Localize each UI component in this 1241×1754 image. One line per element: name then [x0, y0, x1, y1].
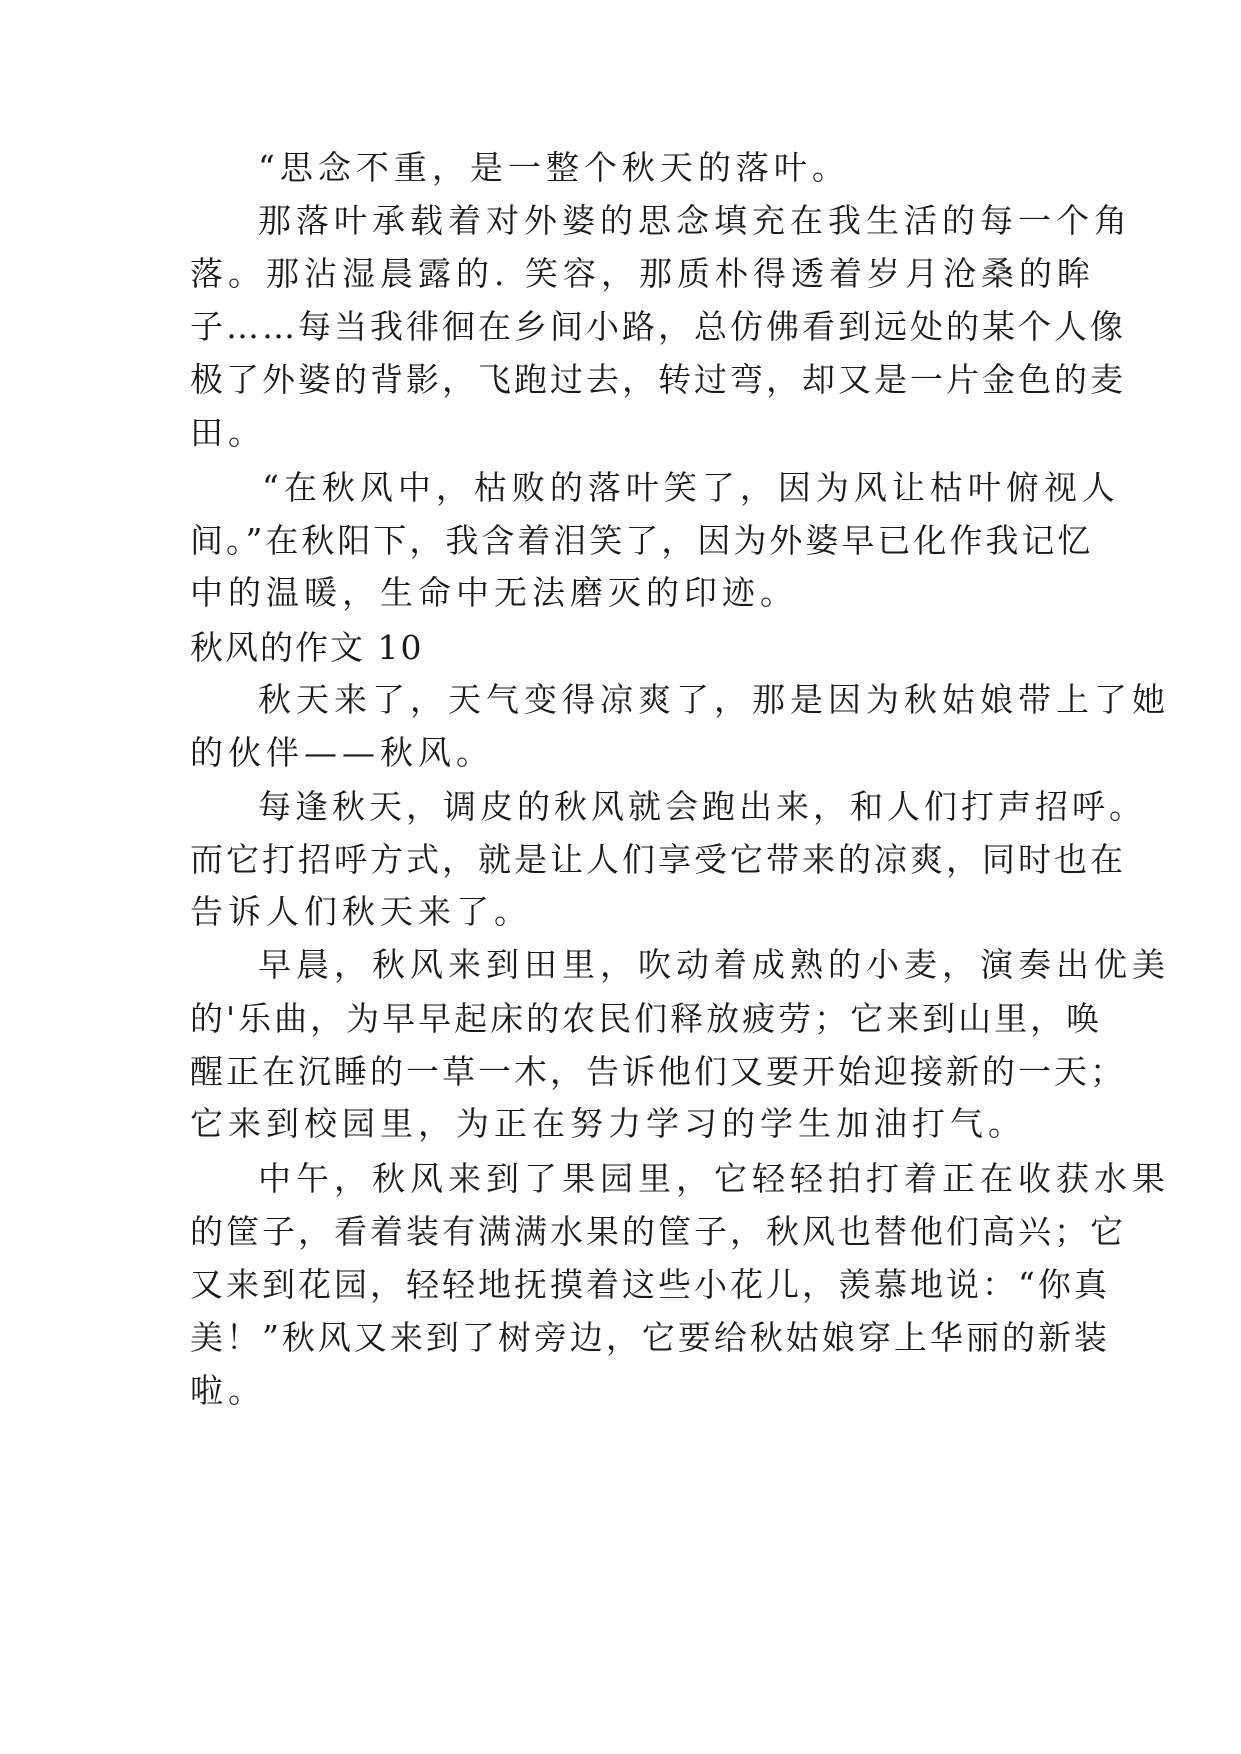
text-line: 极了外婆的背影，飞跑过去，转过弯，却又是一片金色的麦	[190, 360, 1126, 399]
section-heading: 秋风的作文 10	[190, 628, 424, 667]
text-line: 早晨，秋风来到田里，吹动着成熟的小麦，演奏出优美	[258, 945, 1170, 984]
text-line: 秋天来了，天气变得凉爽了，那是因为秋姑娘带上了她	[258, 680, 1170, 719]
text-line: 中的温暖，生命中无法磨灭的印迹。	[190, 573, 798, 612]
text-line: 醒正在沉睡的一草一木，告诉他们又要开始迎接新的一天；	[190, 1052, 1126, 1091]
text-line: 中午，秋风来到了果园里，它轻轻拍打着正在收获水果	[258, 1159, 1170, 1198]
text-line: 每逢秋天，调皮的秋风就会跑出来，和人们打声招呼。	[258, 787, 1146, 826]
text-line: 田。	[190, 413, 266, 452]
text-line: 的'乐曲，为早早起床的农民们释放疲劳；它来到山里，唤	[190, 999, 1103, 1038]
text-line: 那落叶承载着对外婆的思念填充在我生活的每一个角	[258, 201, 1132, 240]
text-line: 啦。	[190, 1371, 266, 1410]
text-line: 子……每当我徘徊在乡间小路，总仿佛看到远处的某个人像	[190, 307, 1126, 346]
text-line: 告诉人们秋天来了。	[190, 892, 532, 931]
text-line: 它来到校园里，为正在努力学习的学生加油打气。	[190, 1104, 1026, 1143]
text-line: 而它打招呼方式，就是让人们享受它带来的凉爽，同时也在	[190, 840, 1126, 879]
text-line: 的筐子，看着装有满满水果的筐子，秋风也替他们高兴；它	[190, 1212, 1126, 1251]
text-line: 又来到花园，轻轻地抚摸着这些小花儿，羡慕地说：“你真	[190, 1265, 1110, 1304]
text-line: 的伙伴——秋风。	[190, 733, 494, 772]
text-line: 落。那沾湿晨露的. 笑容，那质朴得透着岁月沧桑的眸	[190, 254, 1095, 293]
text-line: 美！”秋风又来到了树旁边，它要给秋姑娘穿上华丽的新装	[190, 1318, 1110, 1357]
text-line: 间。”在秋阳下，我含着泪笑了，因为外婆早已化作我记忆	[190, 521, 1094, 560]
text-line: “思念不重，是一整个秋天的落叶。	[258, 148, 850, 187]
text-line: “在秋风中，枯败的落叶笑了，因为风让枯叶俯视人	[262, 468, 1120, 507]
